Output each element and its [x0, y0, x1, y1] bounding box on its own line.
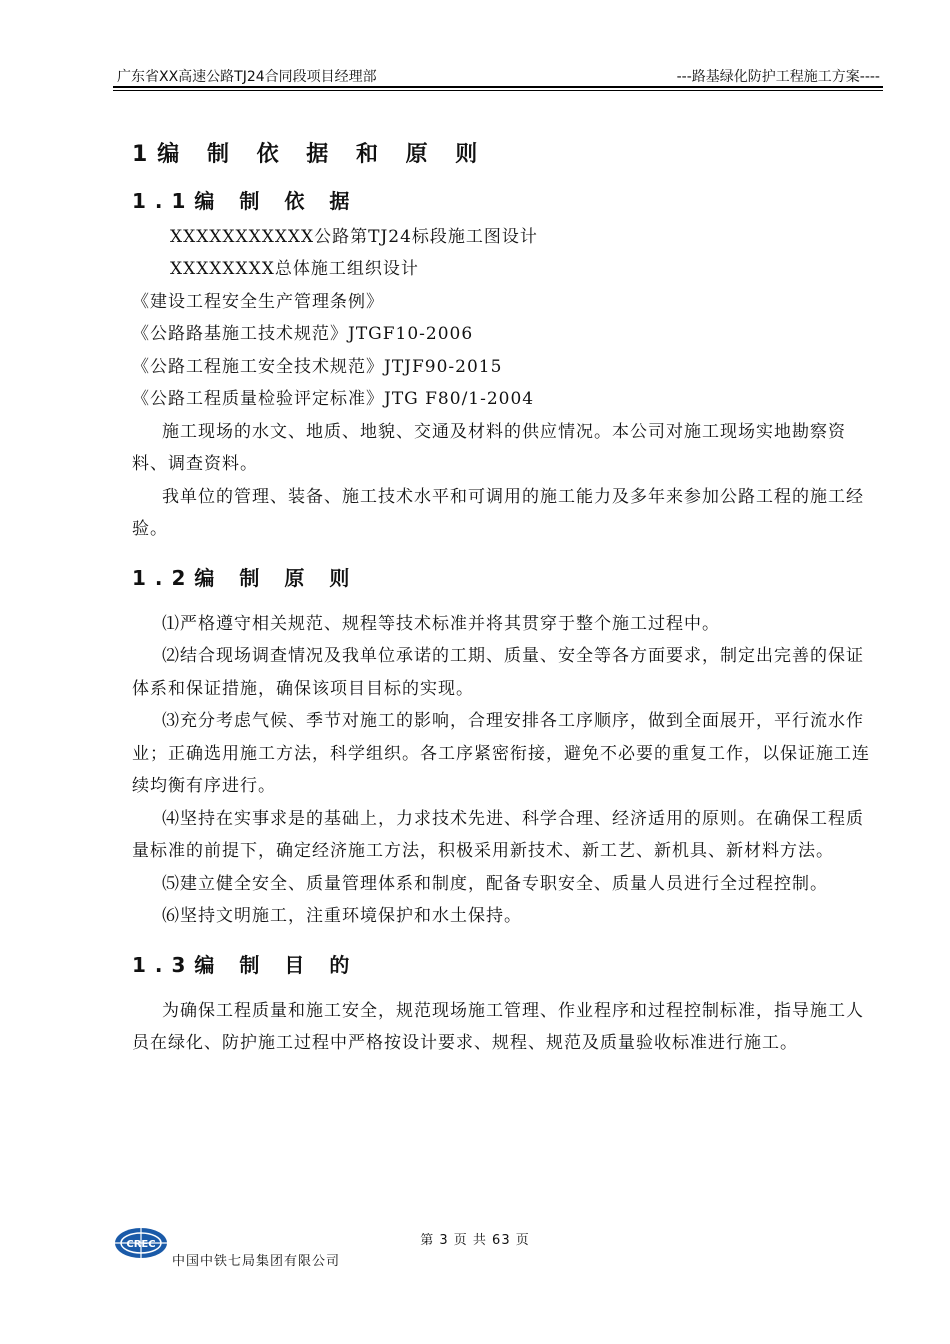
basis-item: 《公路工程施工安全技术规范》JTJF90-2015 — [132, 356, 503, 377]
section-1-1-heading: 1.1编 制 依 据 — [132, 188, 359, 213]
principle-item: ⑸建立健全安全、质量管理体系和制度，配备专职安全、质量人员进行全过程控制。 — [162, 873, 828, 894]
basis-item: XXXXXXXX总体施工组织设计 — [170, 259, 419, 280]
header-document-title: ---路基绿化防护工程施工方案---- — [676, 69, 880, 85]
header-rule-thin — [113, 90, 883, 91]
crec-logo-icon — [113, 1226, 169, 1260]
principle-item: ⑴严格遵守相关规范、规程等技术标准并将其贯穿于整个施工过程中。 — [162, 613, 720, 634]
principle-item: ⑵结合现场调查情况及我单位承诺的工期、质量、安全等各方面要求，制定出完善的保证体系和保证措施，确保该项目目标的实现。 — [132, 646, 864, 699]
header-rule-thick — [113, 86, 883, 88]
basis-item: 《建设工程安全生产管理条例》 — [132, 291, 384, 312]
basis-item: XXXXXXXXXXX公路第TJ24标段施工图设计 — [170, 226, 538, 247]
section-1-2-heading: 1.2编 制 原 则 — [132, 565, 359, 590]
basis-paragraph: 施工现场的水文、地质、地貌、交通及材料的供应情况。本公司对施工现场实地勘察资料、调查资料。 — [132, 421, 846, 475]
section-1-heading: 1编 制 依 据 和 原 则 — [132, 142, 488, 167]
page-number: 第 3 页 共 63 页 — [420, 1233, 530, 1248]
logo-text: CREC — [126, 1239, 156, 1250]
purpose-paragraph: 为确保工程质量和施工安全，规范现场施工管理、作业程序和过程控制标准，指导施工人员在绿化、防护施工过程中严格按设计要求、规程、规范及质量验收标准进行施工。 — [132, 1000, 864, 1054]
basis-paragraph: 我单位的管理、装备、施工技术水平和可调用的施工能力及多年来参加公路工程的施工经验。 — [132, 486, 864, 540]
header-project-name: 广东省XX高速公路TJ24合同段项目经理部 — [117, 69, 377, 85]
section-1-3-heading: 1.3编 制 目 的 — [132, 952, 359, 977]
principle-item: ⑷坚持在实事求是的基础上，力求技术先进、科学合理、经济适用的原则。在确保工程质量标准的前提下，确定经济施工方法，积极采用新技术、新工艺、新机具、新材料方法。 — [132, 808, 864, 862]
page-body — [132, 130, 880, 1060]
basis-item: 《公路路基施工技术规范》JTGF10-2006 — [132, 324, 474, 345]
principle-item: ⑹坚持文明施工，注重环境保护和水土保持。 — [162, 906, 522, 927]
basis-item: 《公路工程质量检验评定标准》JTG F80/1-2004 — [132, 389, 535, 410]
principle-item: ⑶充分考虑气候、季节对施工的影响，合理安排各工序顺序，做到全面展开，平行流水作业；正确选用施工方法，科学组织。各工序紧密衔接，避免不必要的重复工作，以保证施工连续均衡有序进行。 — [132, 711, 870, 797]
company-name: 中国中铁七局集团有限公司 — [172, 1254, 341, 1269]
